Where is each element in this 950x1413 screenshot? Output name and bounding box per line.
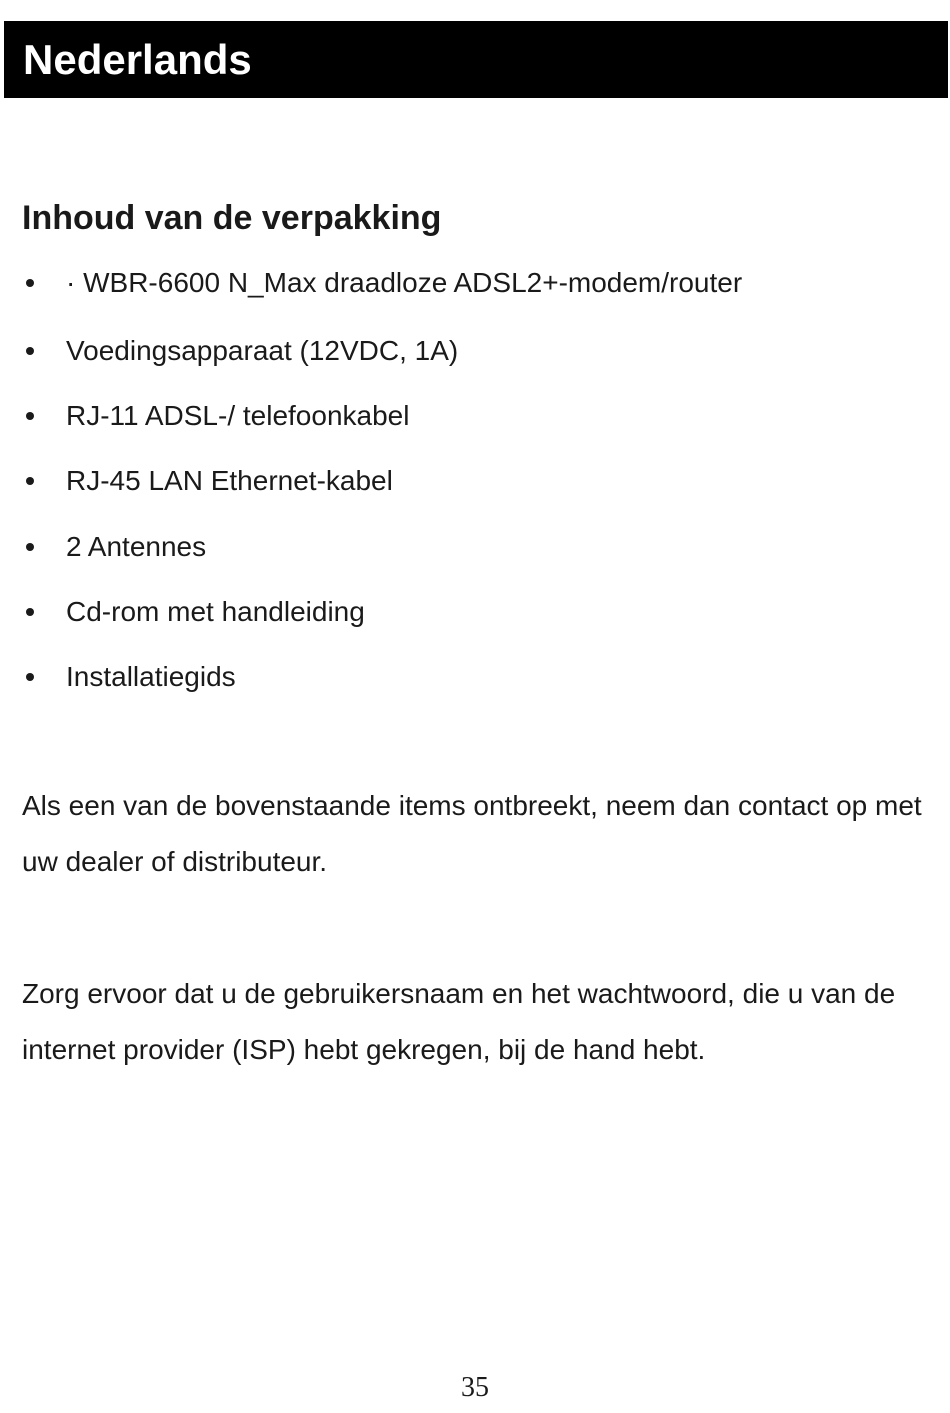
list-item <box>0 398 940 434</box>
page-number: 35 <box>461 1372 489 1403</box>
list-item-text: RJ-45 LAN Ethernet-kabel <box>66 465 393 496</box>
bullet-icon <box>26 543 34 551</box>
list-item <box>0 333 940 369</box>
bullet-icon <box>26 347 34 355</box>
bullet-icon <box>26 279 34 287</box>
language-title: Nederlands <box>23 36 252 83</box>
list-item <box>0 463 940 499</box>
list-item-text: 2 Antennes <box>66 531 207 562</box>
bullet-icon <box>26 412 34 420</box>
list-item-text: Cd-rom met handleiding <box>66 596 365 627</box>
list-item-text: RJ-11 ADSL-/ telefoonkabel <box>66 400 410 431</box>
missing-items-paragraph: Als een van de bovenstaande items ontbreekt, neem dan contact op met uw dealer of distributeur. <box>22 790 922 877</box>
isp-credentials-paragraph: Zorg ervoor dat u de gebruikersnaam en het wachtwoord, die u van de internet provider (ISP) hebt gekregen, bij de hand hebt. <box>22 978 896 1065</box>
list-item <box>0 265 940 301</box>
section-heading: Inhoud van de verpakking <box>22 199 442 237</box>
list-item-text: · WBR-6600 N_Max draadloze ADSL2+-modem/router <box>66 267 743 298</box>
list-item <box>0 594 940 630</box>
list-item-text: Installatiegids <box>66 661 236 692</box>
bullet-icon <box>26 673 34 681</box>
list-item <box>0 659 940 695</box>
bullet-icon <box>26 477 34 485</box>
bullet-icon <box>26 608 34 616</box>
list-item-text: Voedingsapparaat (12VDC, 1A) <box>66 335 459 366</box>
list-item <box>0 529 940 565</box>
language-header-bar <box>4 21 948 98</box>
